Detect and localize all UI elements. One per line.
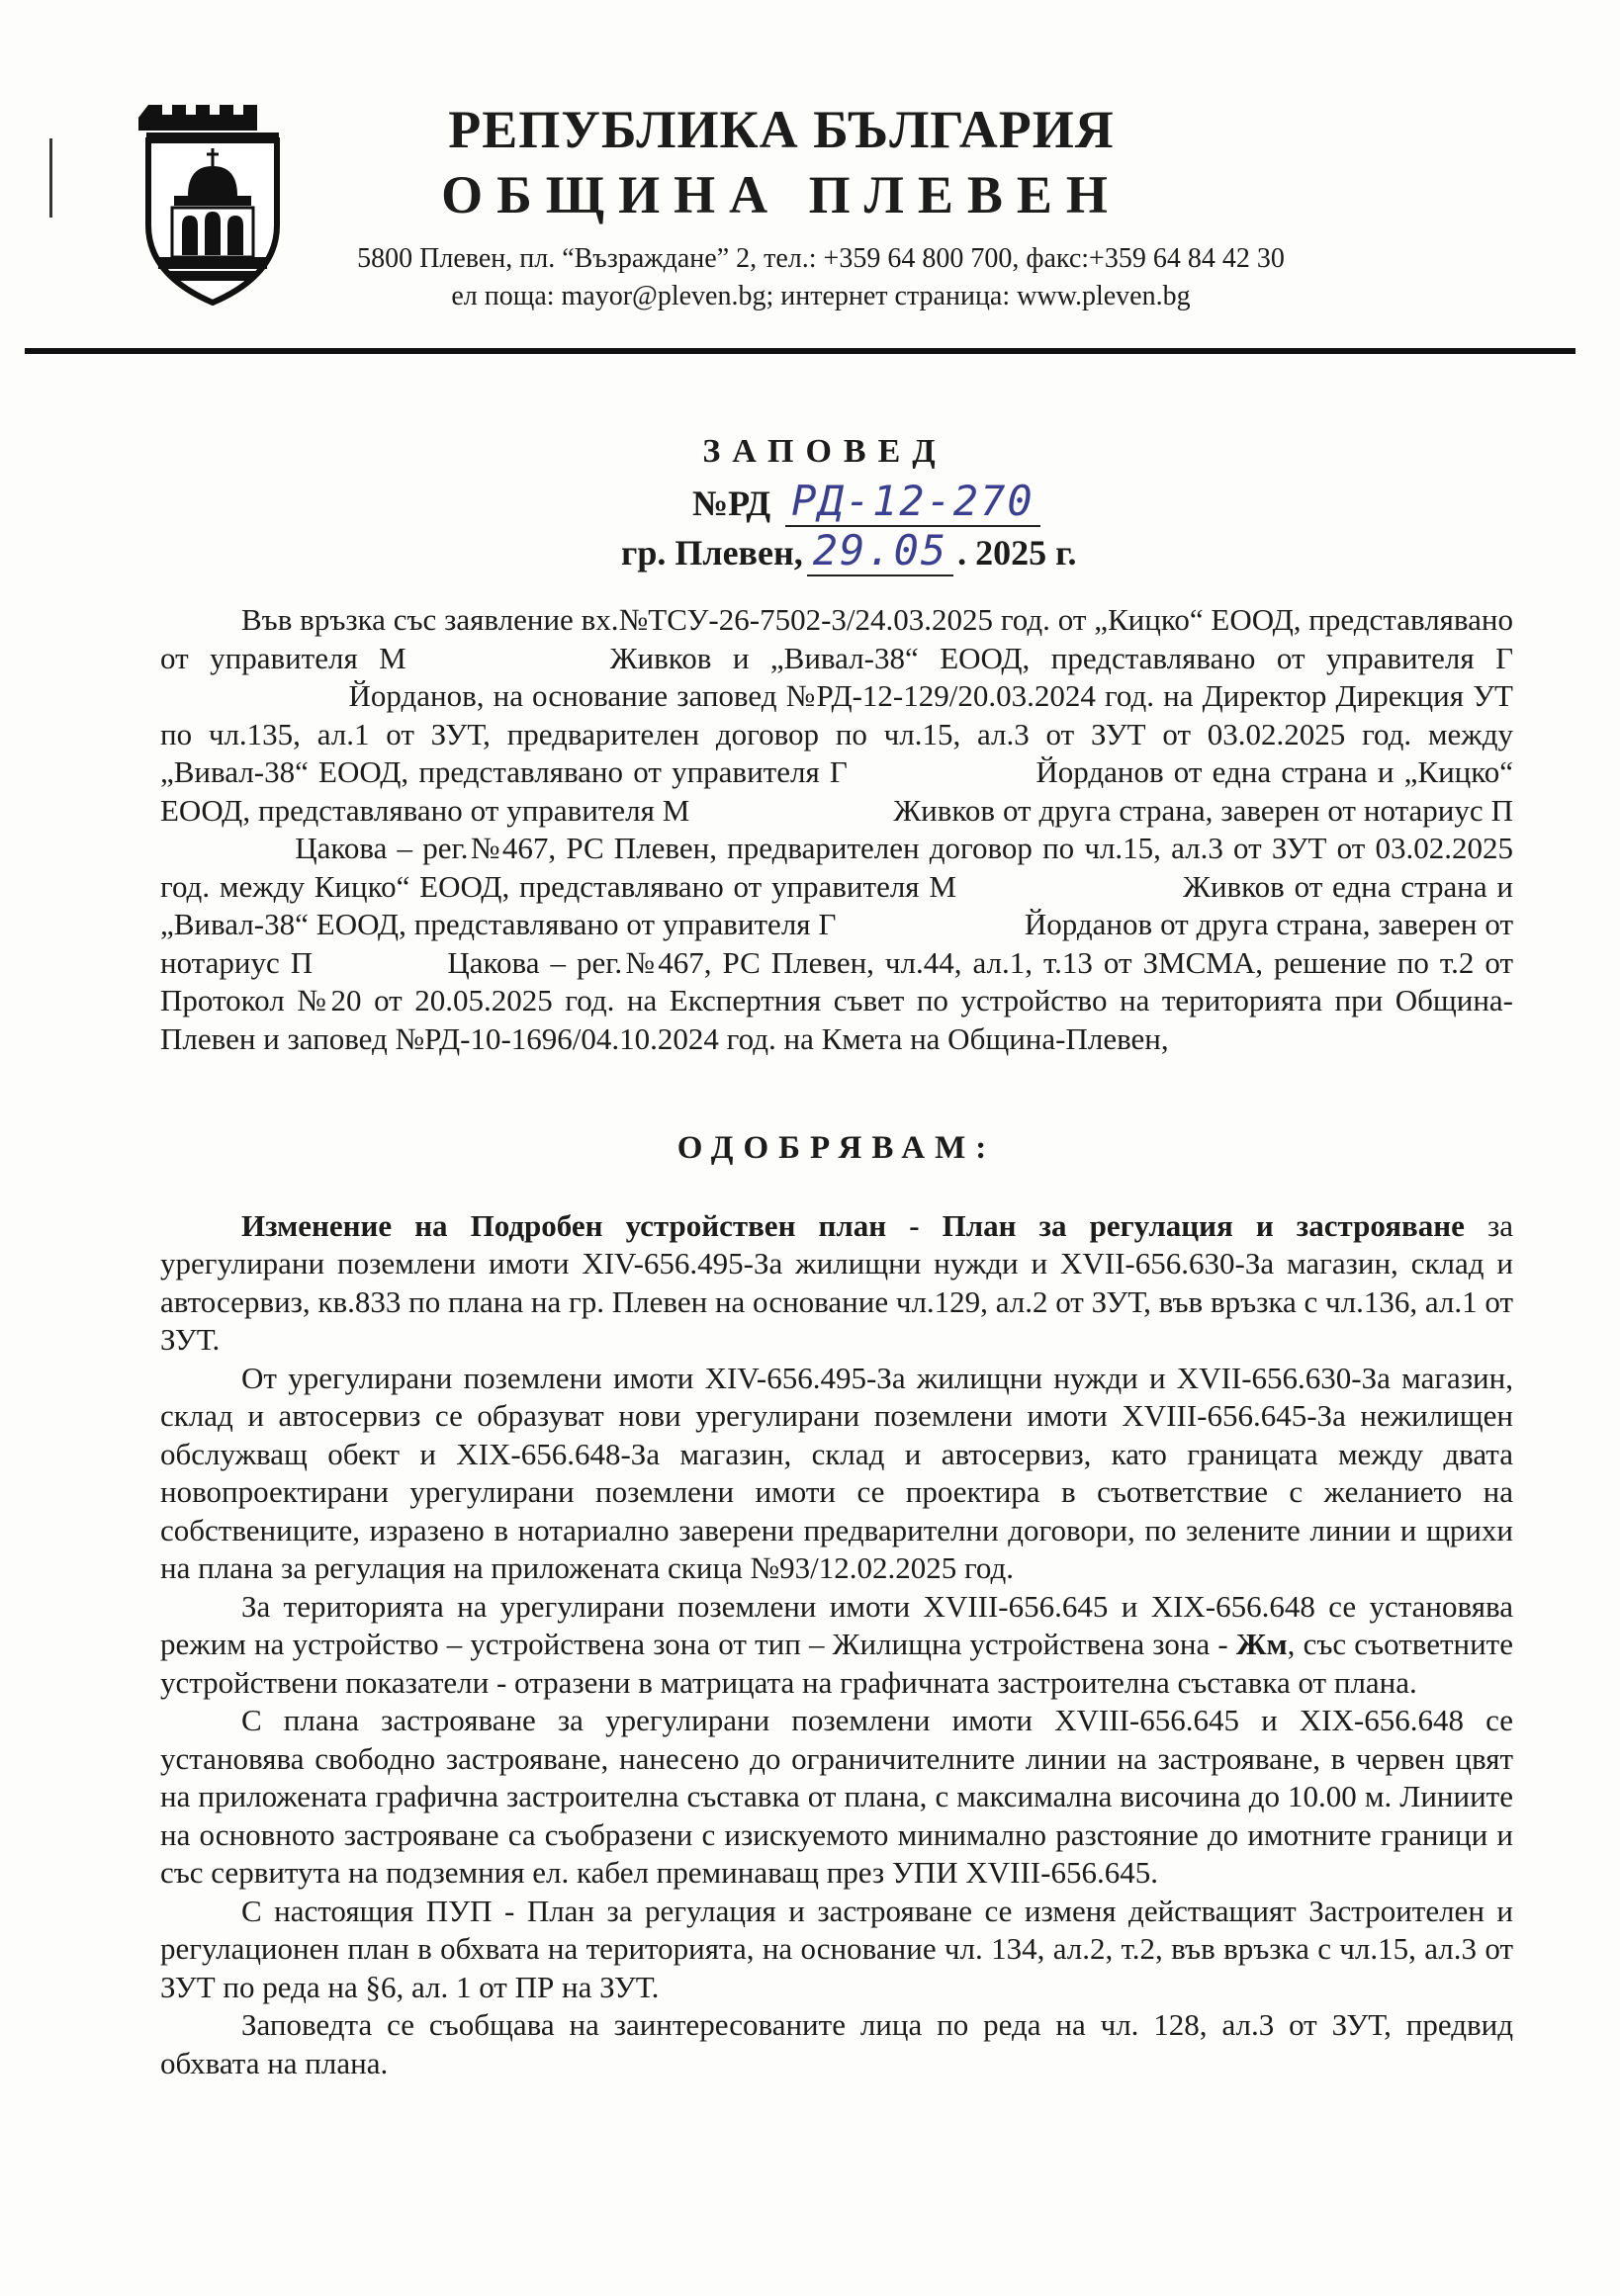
order-year: . 2025 г. [957,533,1077,573]
preamble-part: Живков и „Вивал-38“ ЕООД, представлявано от управителя Г [609,640,1513,675]
decision-paragraph-1 [160,1207,1513,1360]
preamble-part: Йорданов от друга страна, заверен от нотариус П [160,907,1514,980]
order-place-date [621,526,1076,576]
header-title-municipality: ОБЩИНА ПЛЕВЕН [441,165,1122,224]
header-address: 5800 Плевен, пл. “Възраждане” 2, тел.: +359 64 800 700, факс:+359 64 84 42 30 [357,243,1285,274]
decision-paragraph-5: С настоящия ПУП - План за регулация и застрояване се изменя действащият Застроителен и регулационен план в обхвата на територията, на основание чл. 134, ал.2, т.2, във връзка с чл.15, ал.3 от ЗУТ по реда на §6, ал. 1 от ПР на ЗУТ. [160,1893,1513,2004]
approve-heading: ОДОБРЯВАМ: [676,1130,997,1166]
order-date-handwritten: 29.05 [807,526,953,576]
preamble-paragraph [160,601,1513,1058]
order-body [160,601,1513,2082]
decision-text: За територията на урегулирани поземлени имоти XVIII-656.645 и XIX-656.648 се установява режим на устройство – устройствена зона от тип – Жилищна устройствена зона - [160,1588,1513,1661]
decision-title-bold: Изменение на Подробен устройствен план - План за регулация и застрояване [241,1207,1465,1243]
decision-paragraph-2: От урегулирани поземлени имоти XIV-656.495-За жилищни нужди и XVII-656.630-За магазин, склад и автосервиз се образуват нови урегулирани поземлени имоти XVIII-656.645-За нежилищен обслужващ обект и XIX-656.648-За магазин, склад и автосервиз, като границата между двата новопроектирани урегулирани поземлени имоти се проектира в съответствие с желанието на собствениците, изразено в нотариално заверени предварителни договори, по зелените линии и щрихи на плана за регулация на приложената скица №93/12.02.2025 год. [160,1360,1513,1585]
header-title-country: РЕПУБЛИКА БЪЛГАРИЯ [448,100,1115,159]
preamble-part: Цакова – рег.№467, РС Плевен, предварителен договор по чл.15, ал.3 от ЗУТ от 03.02.2025 год. между Кицко“ ЕООД, представлявано от управителя М [160,831,1513,904]
decision-paragraph-4: С плана застрояване за урегулирани поземлени имоти XVIII-656.645 и XIX-656.648 се установява свободно застрояване, нанесено до ограничителните линии на застрояване, в червен цвят на приложената графична застроителна съставка от плана, с максимална височина до 10.00 м. Линиите на основното застрояване са съобразени с изискуемото минимално разстояние до имотните граници и със сервитута на подземния ел. кабел преминаващ през УПИ XVIII-656.645. [160,1703,1513,1890]
decision-paragraph-6: Заповедта се съобщава на заинтересованите лица по реда на чл. 128, ал.3 от ЗУТ, предвид обхвата на плана. [160,2007,1513,2080]
preamble-part: Йорданов от една страна и „Кицко“ ЕООД, представлявано от управителя М [160,754,1514,828]
margin-mark [49,138,52,218]
order-number [692,477,1040,527]
preamble-part: Йорданов, на основание заповед №РД-12-129/20.03.2024 год. на Директор Дирекция УТ по чл.135, ал.1 от ЗУТ, предварителен договор по чл.15, ал.3 от ЗУТ от 03.02.2025 год. между „Вивал-38“ ЕООД, представлявано от управителя Г [160,678,1513,789]
order-place-label: гр. Плевен, [621,533,803,573]
order-number-label: №РД [692,484,771,523]
redacted-name [160,830,295,868]
decision-text: за урегулирани поземлени имоти XIV-656.495-За жилищни нужди и XVII-656.630-За магазин, склад и автосервиз, кв.833 по плана на гр. Плевен на основание чл.129, ал.2 от ЗУТ, във връзка с чл.136, ал.1 от ЗУТ. [160,1207,1513,1357]
decision-text: , със съответните устройствени показатели - отразени в матрицата на графичната застроителна съставка от плана. [160,1627,1513,1700]
redacted-name [956,868,1183,907]
preamble-part: Цакова – рег.№467, РС Плевен, чл.44, ал.1, т.13 от ЗМСМА, решение по т.2 от Протокол №20 от 20.05.2025 год. на Експертния съвет по устройство на територията при Община-Плевен и заповед №РД-10-1696/04.10.2024 год. на Кмета на Община-Плевен, [160,944,1513,1056]
redacted-name [689,792,893,831]
decision-paragraph-3 [160,1588,1513,1703]
preamble-part: Живков от друга страна, заверен от нотариус П [893,792,1513,828]
preamble-part: Живков от една страна и „Вивал-38“ ЕООД, представлявано от управителя Г [160,868,1513,941]
redacted-name [406,640,610,678]
pleven-coat-of-arms-icon [138,97,287,307]
order-number-handwritten: РД-12-270 [785,477,1040,527]
zone-code: Жм [1235,1627,1288,1661]
redacted-name [848,753,1036,792]
redacted-name [313,944,447,983]
header-divider [25,348,1575,354]
redacted-name [836,906,1025,944]
order-title: ЗАПОВЕД [702,433,947,470]
redacted-name [160,677,349,716]
header-contacts: ел поща: mayor@pleven.bg; интернет страница: www.pleven.bg [451,281,1191,311]
preamble-part: Във връзка със заявление вх.№ТСУ-26-7502-3/24.03.2025 год. от „Кицко“ ЕООД, представлявано от управителя М [160,602,1513,675]
